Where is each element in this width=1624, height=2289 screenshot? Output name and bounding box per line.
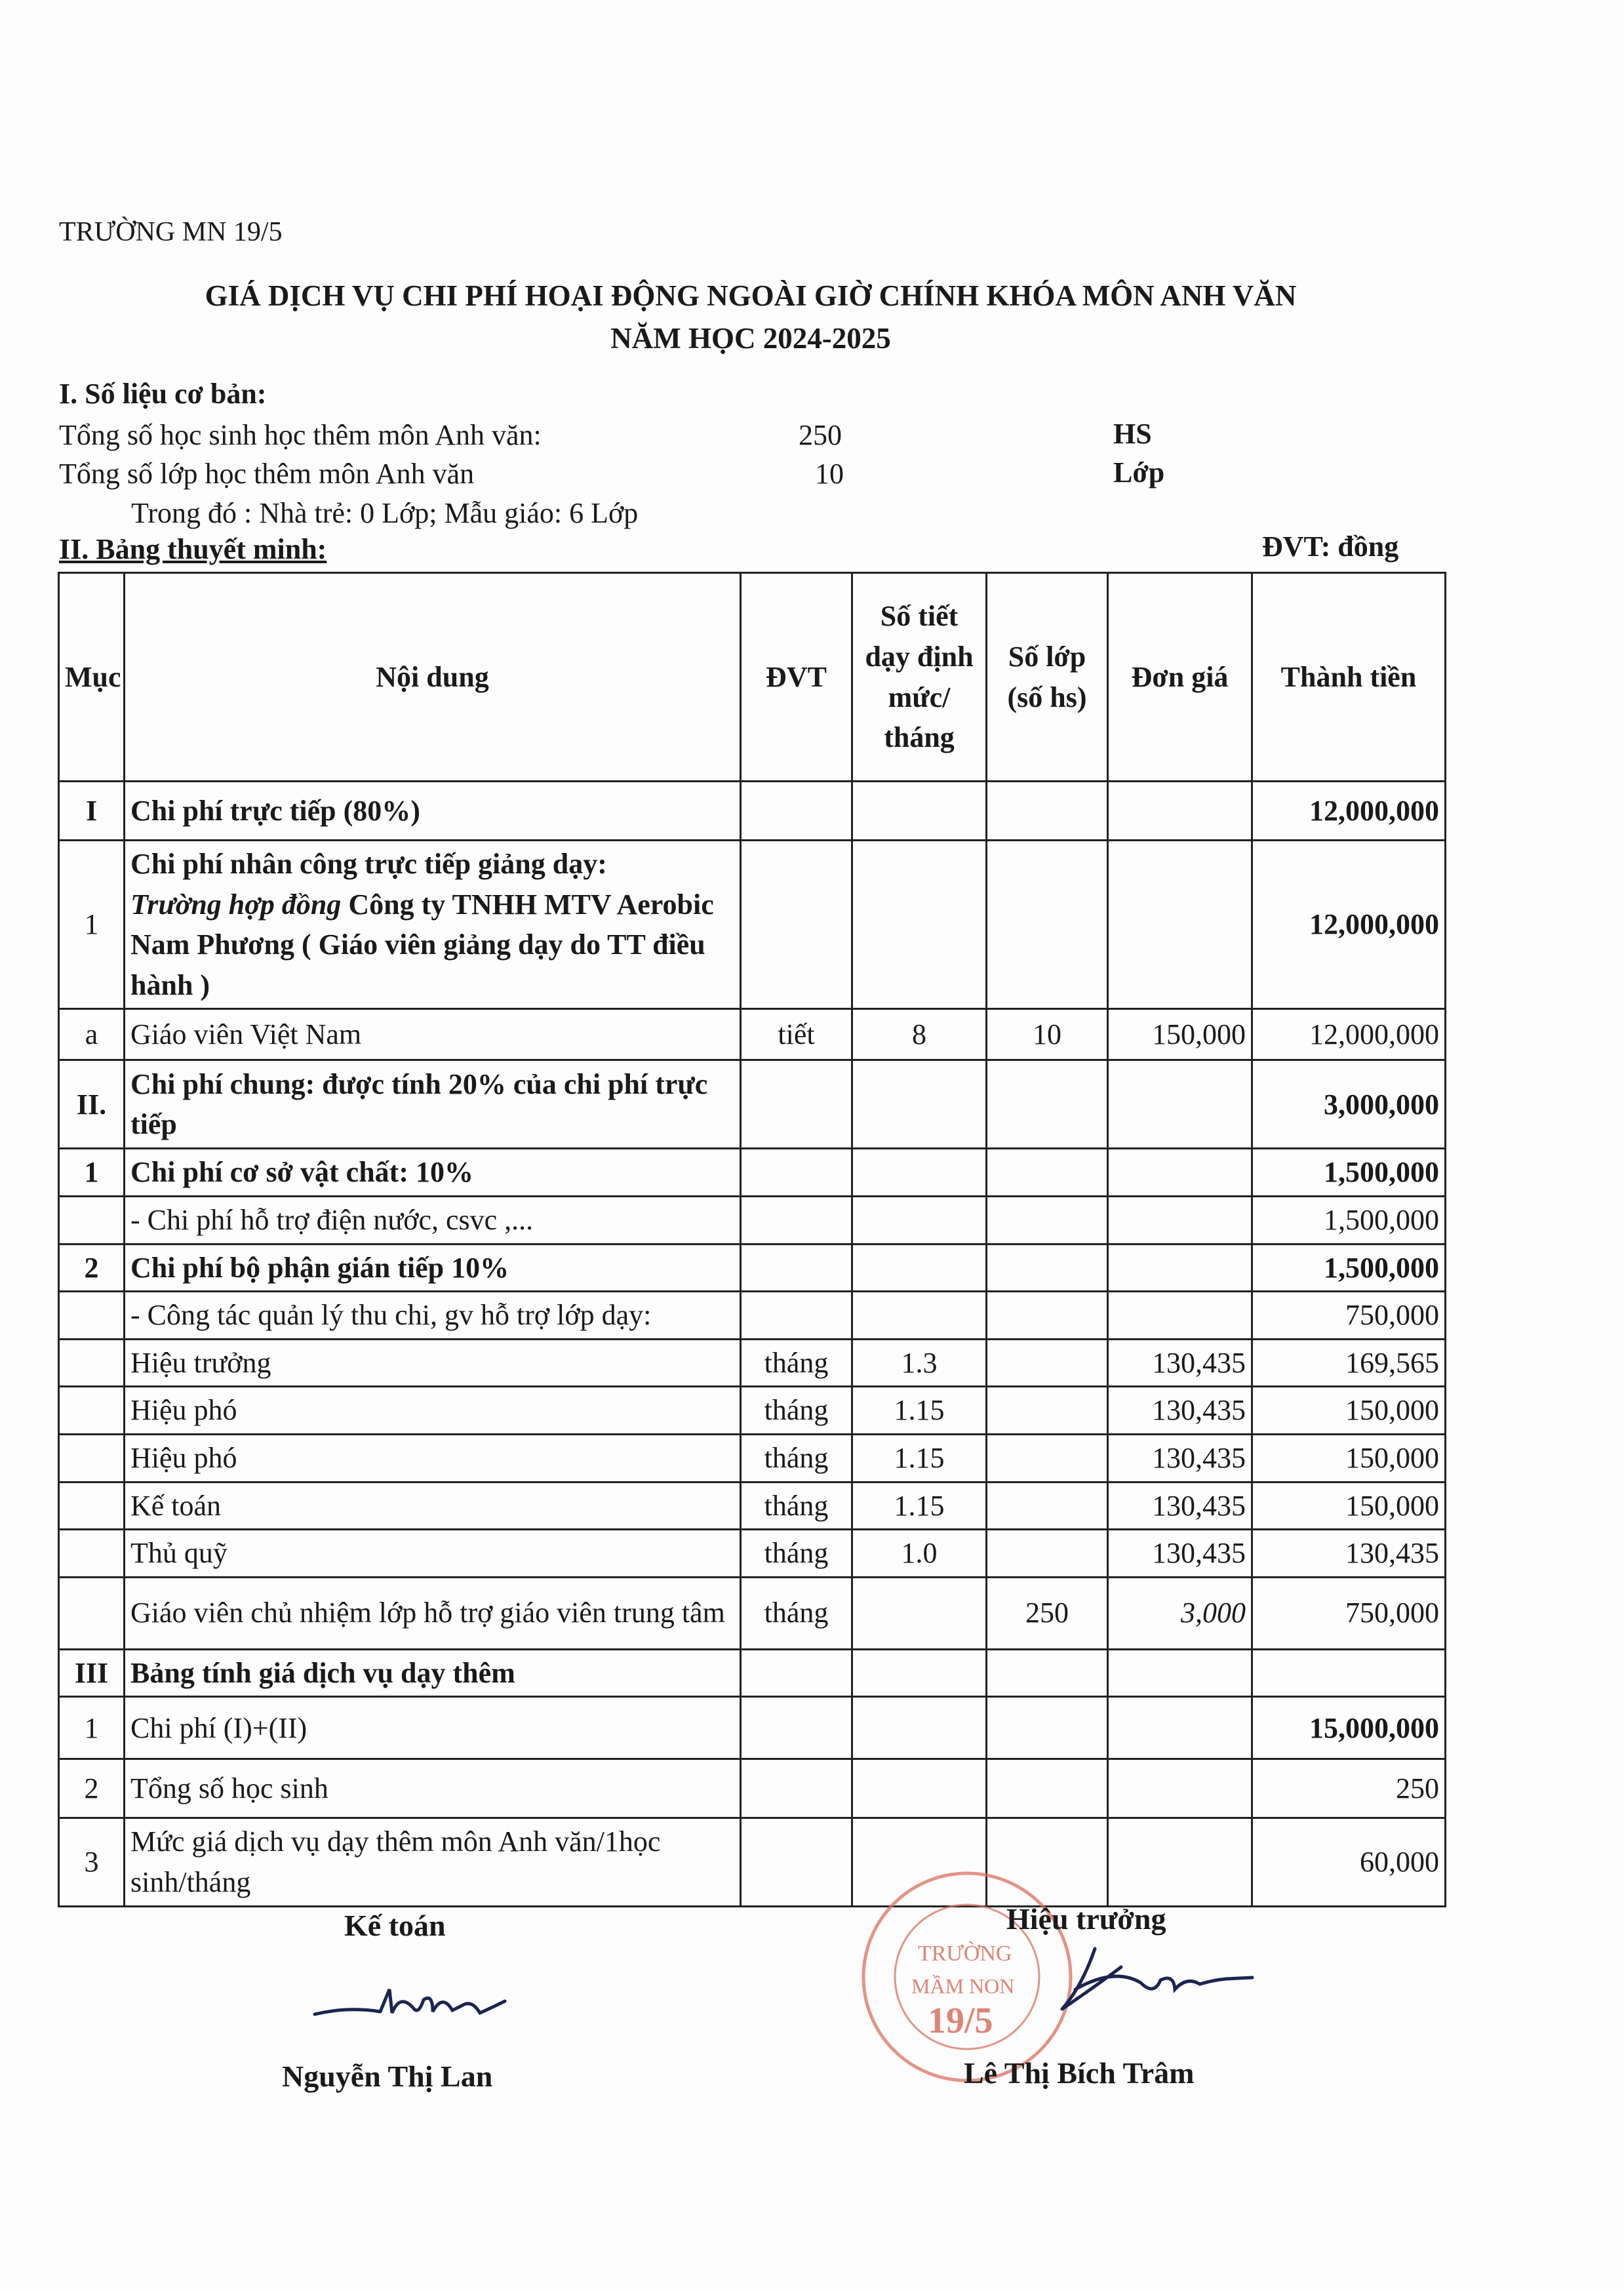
row-content: Hiệu phó (125, 1434, 741, 1482)
row-total: 1,500,000 (1252, 1244, 1446, 1292)
row-classes: 10 (987, 1009, 1108, 1060)
row-content: Hiệu trưởng (125, 1339, 741, 1387)
row-dvt: tiết (741, 1009, 852, 1060)
row-content: Giáo viên Việt Nam (125, 1009, 741, 1060)
table-row (59, 1577, 1446, 1649)
row-total (1252, 1649, 1446, 1697)
principal-signature (964, 1941, 1259, 2020)
row-muc: a (59, 1009, 125, 1060)
table-row (59, 782, 1446, 841)
table-row (59, 1530, 1446, 1578)
currency-unit: ĐVT: đồng (1262, 530, 1399, 563)
row-content: Chi phí bộ phận gián tiếp 10% (125, 1244, 741, 1292)
row-price: 130,435 (1108, 1339, 1252, 1387)
row-classes (987, 1482, 1108, 1530)
classes-label: Tổng số lớp học thêm môn Anh văn (59, 458, 475, 490)
row-total: 12,000,000 (1252, 782, 1446, 841)
row-muc: 1 (59, 1149, 125, 1197)
row-total: 1,500,000 (1252, 1196, 1446, 1244)
section-explain-heading: II. Bảng thuyết minh: (59, 533, 327, 565)
row-price: 130,435 (1108, 1530, 1252, 1578)
row-content: - Công tác quản lý thu chi, gv hỗ trợ lớp dạy: (125, 1292, 741, 1340)
table-row (59, 1060, 1446, 1149)
row-muc (59, 1292, 125, 1340)
row-classes (987, 1434, 1108, 1482)
row-total: 12,000,000 (1252, 841, 1446, 1009)
classes-breakdown: Trong đó : Nhà trẻ: 0 Lớp; Mẫu giáo: 6 Lớp (131, 497, 639, 529)
row-total: 250 (1252, 1759, 1446, 1818)
row-total: 15,000,000 (1252, 1697, 1446, 1759)
table-row (59, 1649, 1446, 1697)
row-muc: II. (59, 1060, 125, 1149)
row-periods: 1.0 (852, 1530, 987, 1578)
row-muc: 1 (59, 841, 125, 1009)
row-muc: 2 (59, 1759, 125, 1818)
row-classes (987, 1530, 1108, 1578)
row-muc (59, 1577, 125, 1649)
row-price: 150,000 (1108, 1009, 1252, 1060)
row-periods: 1.3 (852, 1339, 987, 1387)
section-basic-heading: I. Số liệu cơ bản: (59, 378, 267, 410)
row-periods: 1.15 (852, 1434, 987, 1482)
accountant-name: Nguyễn Thị Lan (282, 2060, 493, 2093)
table-row (59, 1149, 1446, 1197)
table-row (59, 1009, 1446, 1060)
row-content: Chi phí (I)+(II) (125, 1697, 741, 1759)
row-total: 169,565 (1252, 1339, 1446, 1387)
row-classes: 250 (987, 1577, 1108, 1649)
row-price: 130,435 (1108, 1482, 1252, 1530)
row-total: 130,435 (1252, 1530, 1446, 1578)
header-periods: Số tiết dạy định mức/ tháng (852, 573, 987, 782)
row-total: 150,000 (1252, 1434, 1446, 1482)
table-row (59, 1759, 1446, 1818)
row-periods: 1.15 (852, 1482, 987, 1530)
table-row (59, 1339, 1446, 1387)
row-muc (59, 1339, 125, 1387)
row-muc: 2 (59, 1244, 125, 1292)
row-muc (59, 1196, 125, 1244)
row-content: Chi phí chung: được tính 20% của chi phí trực tiếp (125, 1060, 741, 1149)
table-row (59, 1434, 1446, 1482)
row-periods: 8 (852, 1009, 987, 1060)
header-content: Nội dung (125, 573, 741, 782)
header-total: Thành tiền (1252, 573, 1446, 782)
accountant-signature (308, 1974, 525, 2033)
header-price: Đơn giá (1108, 573, 1252, 782)
row-price: 130,435 (1108, 1387, 1252, 1435)
accountant-role: Kế toán (344, 1909, 446, 1942)
row-price: 130,435 (1108, 1434, 1252, 1482)
table-row (59, 1292, 1446, 1340)
row-total: 60,000 (1252, 1818, 1446, 1906)
row-muc (59, 1387, 125, 1435)
row-content: Kế toán (125, 1482, 741, 1530)
header-classes: Số lớp (số hs) (987, 573, 1108, 782)
row-total: 1,500,000 (1252, 1149, 1446, 1197)
row-content: Chi phí trực tiếp (80%) (125, 782, 741, 841)
row-dvt: tháng (741, 1387, 852, 1435)
row-periods (852, 1577, 987, 1649)
stamp-text-top: TRƯỜNG (918, 1941, 1012, 1966)
row-price: 3,000 (1108, 1577, 1252, 1649)
row-dvt: tháng (741, 1434, 852, 1482)
row-muc: III (59, 1649, 125, 1697)
principal-name: Lê Thị Bích Trâm (964, 2056, 1195, 2090)
stamp-text-mid: MẦM NON (911, 1974, 1015, 1998)
document-title: GIÁ DỊCH VỤ CHI PHÍ HOẠI ĐỘNG NGOÀI GIỜ CHÍNH KHÓA MÔN ANH VĂN (205, 279, 1297, 312)
header-muc: Mục (59, 573, 125, 782)
row-total: 3,000,000 (1252, 1060, 1446, 1149)
row-content-rest: Công ty TNHH MTV Aerobic Nam Phương ( Giáo viên giảng dạy do TT điều hành ) (130, 888, 714, 1001)
row-dvt: tháng (741, 1530, 852, 1578)
row-content-italic: Trường hợp đồng (130, 888, 342, 921)
row-content: Bảng tính giá dịch vụ dạy thêm (125, 1649, 741, 1697)
table-row (59, 1196, 1446, 1244)
school-name: TRƯỜNG MN 19/5 (59, 217, 283, 247)
row-content: Mức giá dịch vụ dạy thêm môn Anh văn/1học sinh/tháng (125, 1818, 741, 1906)
principal-role: Hiệu trưởng (1006, 1902, 1166, 1936)
row-periods: 1.15 (852, 1387, 987, 1435)
row-total: 12,000,000 (1252, 1009, 1446, 1060)
stamp-text-num: 19/5 (928, 2000, 993, 2041)
row-muc: 3 (59, 1818, 125, 1906)
table-row (59, 1387, 1446, 1435)
table-row (59, 1244, 1446, 1292)
row-classes (987, 1387, 1108, 1435)
row-muc (59, 1482, 125, 1530)
table-row (59, 1482, 1446, 1530)
students-value: 250 (799, 419, 842, 451)
row-muc: 1 (59, 1697, 125, 1759)
row-dvt: tháng (741, 1482, 852, 1530)
row-muc (59, 1434, 125, 1482)
row-classes (987, 1339, 1108, 1387)
row-total: 750,000 (1252, 1292, 1446, 1340)
row-content: Chi phí cơ sở vật chất: 10% (125, 1149, 741, 1197)
row-dvt: tháng (741, 1577, 852, 1649)
document-subtitle: NĂM HỌC 2024-2025 (610, 322, 891, 355)
table-row (59, 1697, 1446, 1759)
table-row (59, 1818, 1446, 1906)
row-content (125, 841, 741, 1009)
row-dvt: tháng (741, 1339, 852, 1387)
row-content: Hiệu phó (125, 1387, 741, 1435)
students-unit: HS (1113, 418, 1152, 450)
row-total: 750,000 (1252, 1577, 1446, 1649)
table-row (59, 841, 1446, 1009)
row-content-bold: Chi phí nhân công trực tiếp giảng dạy: (130, 848, 607, 880)
row-content: Tổng số học sinh (125, 1759, 741, 1818)
classes-value: 10 (815, 458, 844, 490)
row-muc (59, 1530, 125, 1578)
cost-table (58, 572, 1446, 1907)
row-total: 150,000 (1252, 1482, 1446, 1530)
row-content: Giáo viên chủ nhiệm lớp hỗ trợ giáo viên trung tâm (125, 1577, 741, 1649)
row-muc: I (59, 782, 125, 841)
header-dvt: ĐVT (741, 573, 852, 782)
row-total: 150,000 (1252, 1387, 1446, 1435)
row-content: Thủ quỹ (125, 1530, 741, 1578)
students-label: Tổng số học sinh học thêm môn Anh văn: (59, 419, 542, 451)
row-content: - Chi phí hỗ trợ điện nước, csvc ,... (125, 1196, 741, 1244)
classes-unit: Lớp (1113, 456, 1165, 488)
